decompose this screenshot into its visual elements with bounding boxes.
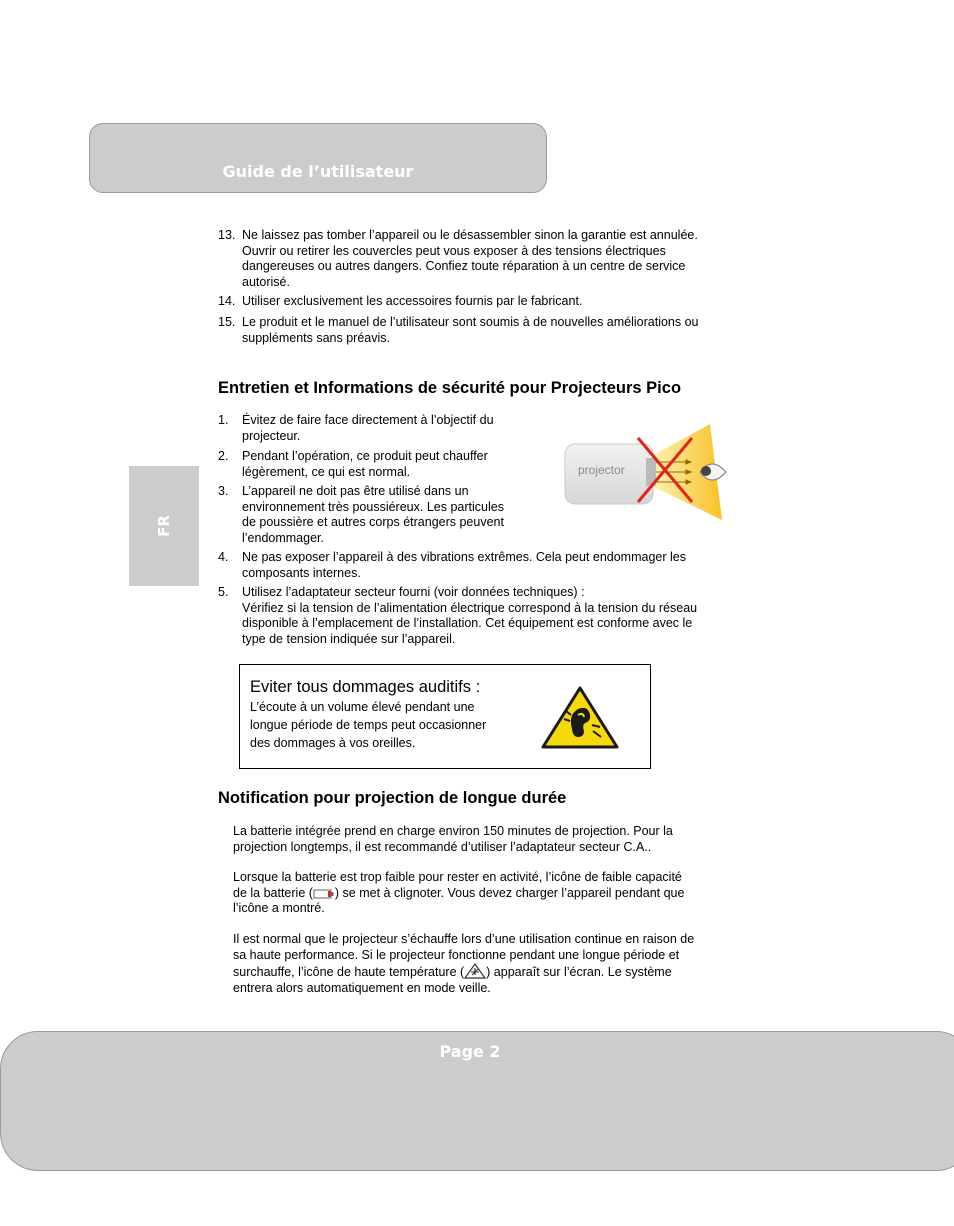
warning-title: Eviter tous dommages auditifs :	[250, 678, 481, 696]
page-number: Page 2	[439, 1042, 501, 1061]
paragraph-low-battery: Lorsque la batterie est trop faible pour rester en activité, l’icône de faible capacité de la batterie ( ) se met à clignoter. Vous devez charger l’appareil pendant que l’icône a montré.	[233, 870, 685, 916]
safety-item-4: 4. Ne pas exposer l’appareil à des vibrations extrêmes. Cela peut endommager les composants internes.	[218, 550, 686, 580]
paragraph-battery-duration: La batterie intégrée prend en charge environ 150 minutes de projection. Pour la projection longtemps, il est recommandé d’utiliser l’adaptateur secteur C.A..	[233, 824, 673, 854]
hearing-warning-box	[239, 664, 651, 769]
hearing-warning-icon	[540, 685, 620, 751]
header-tab	[89, 123, 547, 193]
projector-label: projector	[578, 463, 625, 477]
language-label: FR	[154, 515, 173, 537]
header-title: Guide de l’utilisateur	[222, 162, 414, 181]
safety-item-5: 5. Utilisez l’adaptateur secteur fourni (voir données techniques) : Vérifiez si la tension de l’alimentation électrique correspond à la tension du réseau disponible à l’emplacement de l’installation. Cet équipement est conforme avec le type de tension indiquée sur l’appareil.	[218, 585, 698, 646]
safety-item-1: 1. Évitez de faire face directement à l’objectif du projecteur.	[218, 413, 494, 443]
projector-warning-figure	[560, 420, 735, 525]
warning-text: L’écoute à un volume élevé pendant une longue période de temps peut occasionner des dommages à vos oreilles.	[250, 700, 487, 750]
low-battery-icon	[313, 888, 335, 900]
safety-item-3: 3. L’appareil ne doit pas être utilisé dans un environnement très poussiéreux. Les particules de poussière et autres corps étrangers peuvent l’endommager.	[218, 484, 504, 545]
high-temperature-icon	[464, 963, 486, 979]
section-heading-long-projection: Notification pour projection de longue durée	[218, 789, 567, 807]
safety-item-2: 2. Pendant l’opération, ce produit peut chauffer légèrement, ce qui est normal.	[218, 449, 488, 479]
language-tab	[129, 466, 199, 586]
paragraph-overheat: Il est normal que le projecteur s’échauffe lors d’une utilisation continue en raison de sa haute performance. Si le projecteur fonctionne pendant une longue période et surchauffe, l’icône de haute température ( ) apparaît sur l’écran. Le système entrera alors automatiquement en mode veille.	[233, 932, 695, 995]
list-item-14: 14. Utiliser exclusivement les accessoires fournis par le fabricant.	[218, 294, 583, 308]
list-item-15: 15. Le produit et le manuel de l’utilisateur sont soumis à de nouvelles améliorations ou suppléments sans préavis.	[218, 315, 699, 345]
section-heading-safety: Entretien et Informations de sécurité pour Projecteurs Pico	[218, 379, 682, 397]
list-item-13: 13. Ne laissez pas tomber l’appareil ou le désassembler sinon la garantie est annulée. Ouvrir ou retirer les couvercles peut vous exposer à des tensions électriques dangereuses ou autres dangers. Confiez toute réparation à un centre de service autorisé.	[218, 228, 698, 289]
